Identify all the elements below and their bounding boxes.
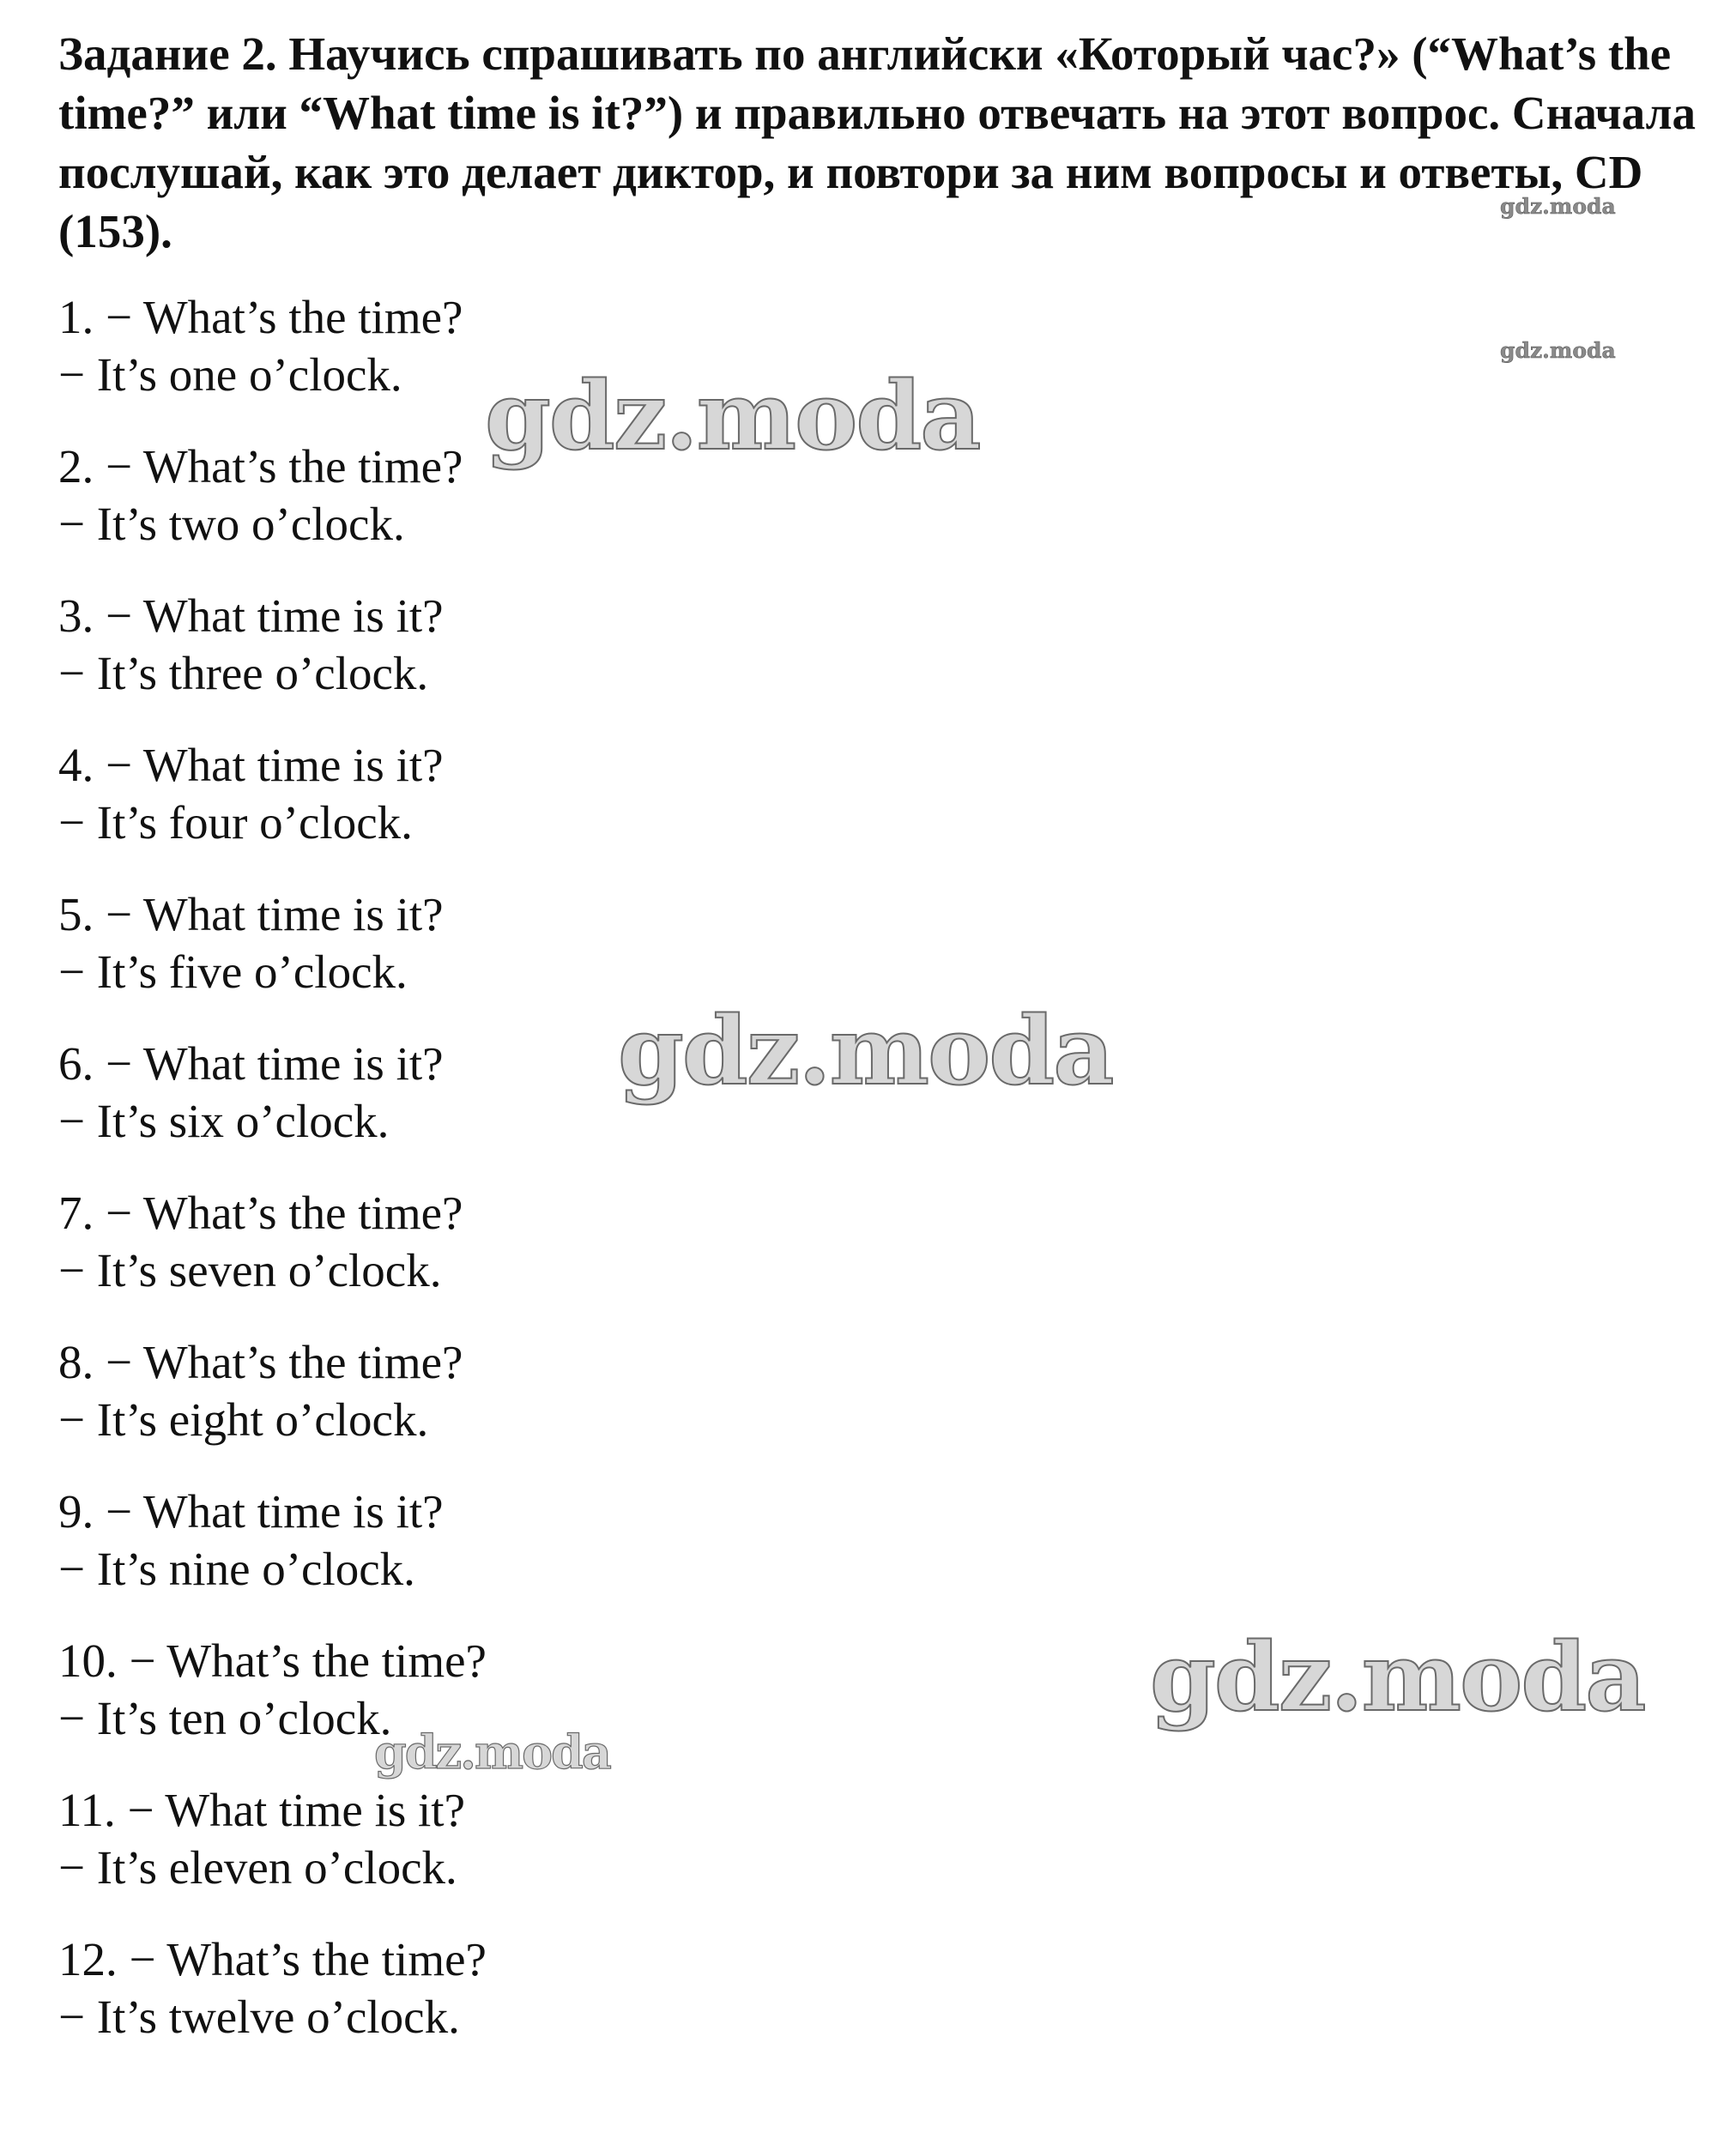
- dialogue-question: 11. − What time is it?: [58, 1784, 465, 1836]
- dialogue-item: [58, 1333, 1260, 1483]
- watermark-logo: gdz.moda: [1500, 194, 1616, 219]
- watermark-logo: gdz.moda: [618, 995, 1113, 1106]
- dialogue-item: [58, 736, 1260, 885]
- dialogue-answer: − It’s eight o’clock.: [58, 1393, 429, 1446]
- dialogue-answer: − It’s twelve o’clock.: [58, 1991, 460, 2043]
- dialogue-item: [58, 1632, 1260, 1781]
- dialogue-question: 9. − What time is it?: [58, 1485, 444, 1538]
- dialogue-item: [58, 885, 1260, 1035]
- dialogue-answer: − It’s four o’clock.: [58, 796, 413, 849]
- dialogue-question: 1. − What’s the time?: [58, 291, 463, 343]
- dialogue-item: [58, 1035, 1260, 1184]
- dialogue-answer: − It’s three o’clock.: [58, 647, 429, 699]
- dialogue-item: [58, 1184, 1260, 1333]
- watermark-logo: gdz.moda: [1500, 338, 1616, 363]
- dialogue-question: 6. − What time is it?: [58, 1037, 444, 1090]
- dialogue-answer: − It’s ten o’clock.: [58, 1692, 392, 1744]
- dialogue-question: 5. − What time is it?: [58, 888, 444, 940]
- dialogue-item: [58, 1483, 1260, 1632]
- dialogue-item: [58, 288, 1260, 438]
- dialogue-item: [58, 1781, 1260, 1931]
- dialogue-answer: − It’s six o’clock.: [58, 1095, 390, 1147]
- dialogue-answer: − It’s two o’clock.: [58, 498, 405, 550]
- dialogue-answer: − It’s one o’clock.: [58, 348, 402, 401]
- dialogue-answer: − It’s five o’clock.: [58, 946, 408, 998]
- dialogue-question: 3. − What time is it?: [58, 589, 444, 642]
- dialogue-answer: − It’s nine o’clock.: [58, 1543, 415, 1595]
- dialogue-list: [58, 288, 1260, 2080]
- dialogue-question: 10. − What’s the time?: [58, 1634, 487, 1687]
- dialogue-question: 8. − What’s the time?: [58, 1336, 463, 1388]
- watermark-logo: gdz.moda: [1150, 1622, 1645, 1732]
- task-heading: Задание 2. Научись спрашивать по английски «Который час?» (“What’s the time?” или “What time is it?”) и правильно отвечать на этот вопрос. Сначала послушай, как это делает диктор, и повтори за ним вопросы и ответы, CD (153).: [58, 27, 1696, 257]
- dialogue-question: 7. − What’s the time?: [58, 1187, 463, 1239]
- dialogue-question: 12. − What’s the time?: [58, 1933, 487, 1985]
- dialogue-question: 4. − What time is it?: [58, 739, 444, 791]
- watermark-logo: gdz.moda: [485, 360, 980, 471]
- dialogue-item: [58, 1931, 1260, 2080]
- dialogue-answer: − It’s eleven o’clock.: [58, 1841, 457, 1894]
- dialogue-item: [58, 587, 1260, 736]
- watermark-logo: gdz.moda: [374, 1725, 610, 1779]
- dialogue-item: [58, 438, 1260, 587]
- dialogue-question: 2. − What’s the time?: [58, 440, 463, 492]
- dialogue-answer: − It’s seven o’clock.: [58, 1244, 442, 1296]
